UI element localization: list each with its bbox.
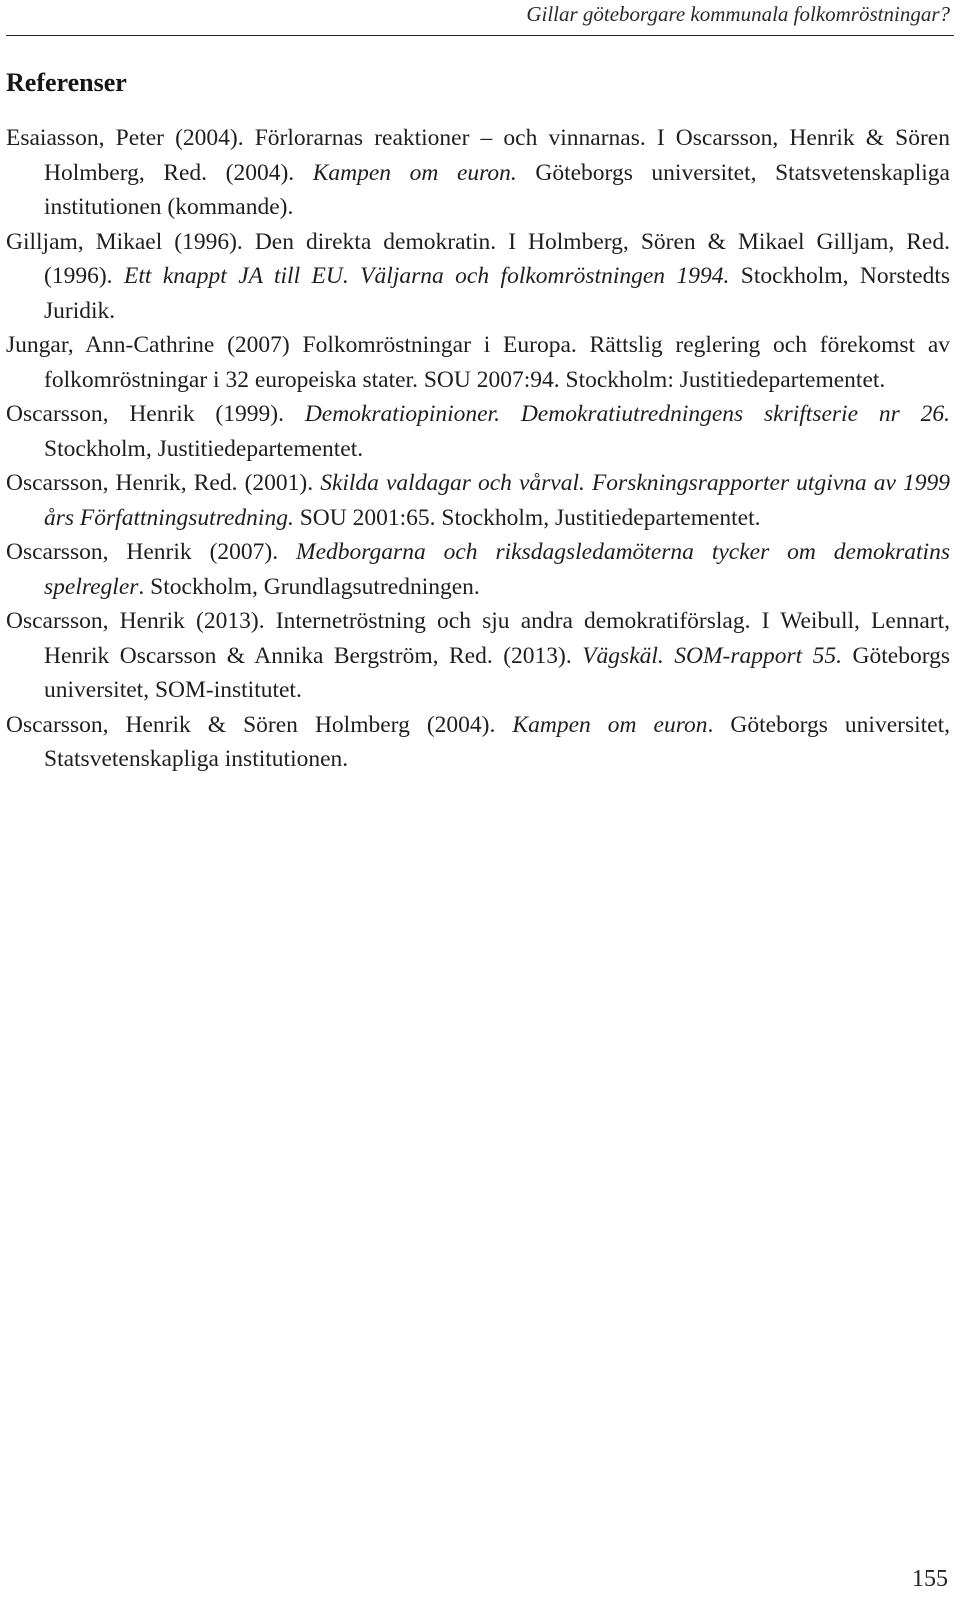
reference-text: . Stockholm, Grundlagsutredningen. <box>138 573 480 600</box>
reference-entry <box>6 225 950 329</box>
reference-entry <box>6 535 950 604</box>
reference-text: Oscarsson, Henrik (2013). Internetröstning och sju andra demokratiförslag. I Weibull, Lennart, Henrik Oscarsson & Annika Bergström, Red. (2013). <box>6 608 950 669</box>
reference-title: Kampen om euron. <box>312 159 517 186</box>
reference-title: Ett knappt JA till EU. Väljarna och folkomröstningen 1994. <box>123 263 730 289</box>
reference-text: Stockholm, Norstedts Juridik. <box>44 263 950 324</box>
reference-text: Oscarsson, Henrik (1999). <box>6 401 305 427</box>
reference-text: Oscarsson, Henrik, Red. (2001). <box>6 470 321 496</box>
reference-entry <box>6 708 950 777</box>
header-rule <box>6 35 954 36</box>
page-number: 155 <box>912 1566 948 1592</box>
reference-title: Vägskäl. SOM-rapport 55. <box>582 642 843 669</box>
reference-text: Oscarsson, Henrik & Sören Holmberg (2004). <box>6 711 513 738</box>
running-header: Gillar göteborgare kommunala folkomröstningar? <box>526 2 950 26</box>
reference-entry <box>6 466 950 535</box>
reference-list <box>6 121 950 777</box>
reference-text: Göteborgs universitet, SOM-institutet. <box>44 642 950 703</box>
reference-text: Göteborgs universitet, Statsvetenskapliga institutionen (kommande). <box>44 159 950 220</box>
reference-text: . Göteborgs universitet, Statsvetenskapliga institutionen. <box>44 711 950 772</box>
section-title: Referenser <box>6 68 127 97</box>
reference-entry <box>6 328 950 397</box>
reference-text: SOU 2001:65. Stockholm, Justitiedepartementet. <box>293 504 761 531</box>
reference-title: Demokratiopinioner. Demokratiutredningens skriftserie nr 26. <box>304 401 950 427</box>
reference-entry <box>6 121 950 225</box>
reference-title: Skilda valdagar och vårval. Forskningsrapporter utgivna av 1999 års Författningsutredning. <box>44 470 951 531</box>
reference-text: Stockholm, Justitiedepartementet. <box>44 435 364 462</box>
reference-title: Medborgarna och riksdagsledamöterna tycker om demokratins spelregler <box>44 539 950 600</box>
reference-text: Esaiasson, Peter (2004). Förlorarnas reaktioner – och vinnarnas. I Oscarsson, Henrik & Sören Holmberg, Red. (2004). <box>6 125 950 186</box>
reference-text: Oscarsson, Henrik (2007). <box>6 539 297 565</box>
reference-entry <box>6 397 950 466</box>
reference-entry <box>6 604 950 708</box>
reference-title: Kampen om euron <box>512 711 708 738</box>
reference-text: Jungar, Ann-Cathrine (2007) Folkomröstningar i Europa. Rättslig reglering och förekomst av folkomröstningar i 32 europeiska stater. SOU 2007:94. Stockholm: Justitiedepartementet. <box>6 332 950 393</box>
reference-text: Gilljam, Mikael (1996). Den direkta demokratin. I Holmberg, Sören & Mikael Gilljam, Red. (1996). <box>6 228 950 289</box>
